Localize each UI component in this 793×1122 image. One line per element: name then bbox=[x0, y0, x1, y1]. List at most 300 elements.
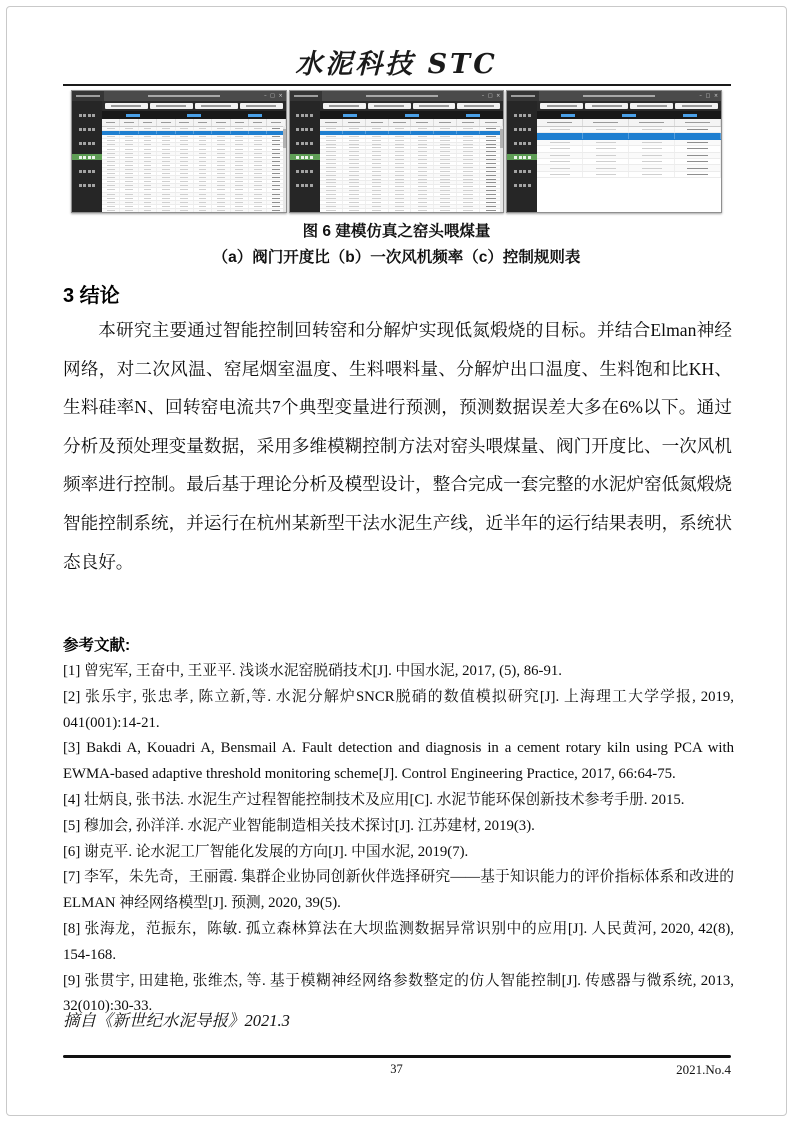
table-cell bbox=[231, 139, 249, 142]
table-cell bbox=[411, 185, 434, 188]
section-heading-conclusion: 3 结论 bbox=[63, 285, 120, 307]
table-cell bbox=[231, 209, 249, 212]
table-cell bbox=[537, 140, 583, 145]
window-title bbox=[104, 95, 264, 98]
table-cell bbox=[176, 172, 194, 175]
table-cell bbox=[139, 180, 157, 183]
table-cell bbox=[120, 139, 138, 142]
table-cell bbox=[366, 205, 389, 208]
table-rows bbox=[320, 127, 504, 212]
table-cell bbox=[343, 166, 366, 169]
table-cell bbox=[102, 176, 120, 179]
column-header-cell bbox=[157, 119, 175, 126]
table-cell bbox=[249, 193, 267, 196]
table-cell bbox=[139, 188, 157, 191]
table-cell bbox=[120, 156, 138, 159]
table-cell bbox=[120, 197, 138, 200]
table-cell bbox=[176, 164, 194, 167]
toolbar-tab bbox=[323, 103, 366, 109]
sidebar-item bbox=[290, 112, 320, 118]
table-cell bbox=[157, 201, 175, 204]
table-cell bbox=[366, 166, 389, 169]
table-cell bbox=[176, 143, 194, 146]
table-cell bbox=[102, 131, 120, 134]
column-group-bar bbox=[537, 111, 721, 119]
table-cell bbox=[389, 193, 412, 196]
table-cell bbox=[457, 205, 480, 208]
table-cell bbox=[102, 168, 120, 171]
table-cell bbox=[411, 178, 434, 181]
table-cell bbox=[212, 188, 230, 191]
table-cell bbox=[102, 184, 120, 187]
table-cell bbox=[434, 166, 457, 169]
table-cell bbox=[249, 143, 267, 146]
table-cell bbox=[457, 166, 480, 169]
table-cell bbox=[194, 188, 212, 191]
figure-panel-b bbox=[289, 90, 505, 213]
table-cell bbox=[629, 165, 675, 170]
table-cell bbox=[102, 164, 120, 167]
table-cell bbox=[102, 127, 120, 130]
table-cell bbox=[231, 197, 249, 200]
table-cell bbox=[389, 166, 412, 169]
table-cell bbox=[583, 146, 629, 151]
table-cell bbox=[411, 139, 434, 142]
toolbar bbox=[320, 101, 504, 111]
column-header-cell bbox=[176, 119, 194, 126]
table-cell bbox=[675, 172, 721, 177]
table-cell bbox=[320, 139, 343, 142]
window-title bbox=[322, 95, 482, 98]
column-header-cell bbox=[139, 119, 157, 126]
table-cell bbox=[434, 189, 457, 192]
conclusion-paragraph: 本研究主要通过智能控制回转窑和分解炉实现低氮煅烧的目标。并结合Elman神经网络，对二次风温、窑尾烟室温度、生料喂料量、分解炉出口温度、生料饱和比KH、生料硅率N、回转窑电流共7个典型变量进行预测，预测数据误差大多在6%以下。通过分析及预处理变量数据，采用多维模糊控制方法对窑头喂煤量、阀门开度比、一次风机频率进行控制。最后基于理论分析及模型设计，整合完成一套完整的水泥炉窑低氮煅烧智能控制系统，并运行在杭州某新型干法水泥生产线，近半年的运行结果表明，系统状态良好。 bbox=[63, 320, 732, 572]
group-label bbox=[343, 114, 357, 117]
app-logo bbox=[290, 91, 322, 101]
column-header-cell bbox=[389, 119, 412, 126]
table-cell bbox=[120, 172, 138, 175]
table-cell bbox=[157, 135, 175, 138]
table-cell bbox=[157, 176, 175, 179]
table-cell bbox=[434, 139, 457, 142]
table-cell bbox=[157, 209, 175, 212]
table-cell bbox=[583, 172, 629, 177]
table-cell bbox=[212, 172, 230, 175]
table-cell bbox=[231, 201, 249, 204]
table-cell bbox=[249, 168, 267, 171]
table-cell bbox=[320, 185, 343, 188]
window-controls-icons: – □ × bbox=[481, 93, 502, 99]
reference-item: [1] 曾宪军, 王奋中, 王亚平. 浅谈水泥窑脱硝技术[J]. 中国水泥, 2017, (5), 86-91. bbox=[63, 663, 562, 679]
table-cell bbox=[366, 201, 389, 204]
table-cell bbox=[434, 154, 457, 157]
table-cell bbox=[212, 197, 230, 200]
table-cell bbox=[249, 131, 267, 134]
content-area bbox=[320, 101, 504, 212]
table-cell bbox=[194, 184, 212, 187]
table-cell bbox=[366, 158, 389, 161]
column-group-bar bbox=[320, 111, 504, 119]
table-cell bbox=[139, 164, 157, 167]
reference-item: [9] 张贯宇, 田建艳, 张维杰, 等. 基于模糊神经网络参数整定的仿人智能控制[J]. 传感器与微系统, 2013, 32(010):30-33. bbox=[63, 972, 734, 1015]
table-cell bbox=[434, 178, 457, 181]
table-cell bbox=[249, 156, 267, 159]
table-cell bbox=[411, 158, 434, 161]
toolbar-tab bbox=[195, 103, 238, 109]
toolbar-tab bbox=[540, 103, 583, 109]
footer-page-number: 37 bbox=[390, 1062, 403, 1076]
table-cell bbox=[366, 181, 389, 184]
column-header-cell bbox=[120, 119, 138, 126]
sidebar-item-active bbox=[72, 154, 102, 160]
table-cell bbox=[629, 133, 675, 138]
table-cell bbox=[537, 146, 583, 151]
table-cell bbox=[675, 146, 721, 151]
table-cell bbox=[320, 143, 343, 146]
table-cell bbox=[537, 153, 583, 158]
table-cell bbox=[389, 197, 412, 200]
table-cell bbox=[389, 135, 412, 138]
table-cell bbox=[457, 154, 480, 157]
table-cell bbox=[249, 180, 267, 183]
table-cell bbox=[537, 165, 583, 170]
table-cell bbox=[102, 201, 120, 204]
table-cell bbox=[176, 127, 194, 130]
table-cell bbox=[457, 197, 480, 200]
table-cell bbox=[212, 205, 230, 208]
table-cell bbox=[157, 172, 175, 175]
sidebar-item bbox=[72, 168, 102, 174]
table-cell bbox=[389, 185, 412, 188]
table-cell bbox=[212, 180, 230, 183]
table-cell bbox=[176, 193, 194, 196]
table-cell bbox=[343, 131, 366, 134]
table-cell bbox=[343, 193, 366, 196]
table-cell bbox=[411, 135, 434, 138]
table-cell bbox=[434, 193, 457, 196]
table-cell bbox=[411, 154, 434, 157]
table-cell bbox=[120, 188, 138, 191]
table-cell bbox=[675, 165, 721, 170]
window-controls-icons: – □ × bbox=[264, 93, 284, 99]
table-cell bbox=[102, 205, 120, 208]
table-cell bbox=[139, 143, 157, 146]
table-cell bbox=[366, 154, 389, 157]
table-cell bbox=[320, 146, 343, 149]
table-cell bbox=[120, 184, 138, 187]
table-cell bbox=[120, 160, 138, 163]
table-cell bbox=[343, 154, 366, 157]
table-cell bbox=[434, 158, 457, 161]
table-cell bbox=[249, 197, 267, 200]
table-cell bbox=[366, 178, 389, 181]
table-cell bbox=[102, 152, 120, 155]
table-cell bbox=[139, 172, 157, 175]
table-cell bbox=[231, 188, 249, 191]
table-cell bbox=[434, 209, 457, 212]
table-cell bbox=[457, 158, 480, 161]
table-cell bbox=[434, 143, 457, 146]
table-cell bbox=[231, 160, 249, 163]
table-cell bbox=[411, 205, 434, 208]
table-cell bbox=[212, 201, 230, 204]
sidebar-item bbox=[290, 182, 320, 188]
table-cell bbox=[389, 174, 412, 177]
table-cell bbox=[176, 188, 194, 191]
figure-panel-c bbox=[506, 90, 722, 213]
group-label bbox=[622, 114, 636, 117]
table-cell bbox=[457, 146, 480, 149]
column-header-cell bbox=[102, 119, 120, 126]
table-cell bbox=[231, 164, 249, 167]
table-cell bbox=[411, 209, 434, 212]
sidebar-item bbox=[507, 140, 537, 146]
table-cell bbox=[457, 193, 480, 196]
table-cell bbox=[389, 181, 412, 184]
column-header-cell bbox=[194, 119, 212, 126]
table-cell bbox=[583, 159, 629, 164]
table-cell bbox=[320, 201, 343, 204]
table-cell bbox=[583, 133, 629, 138]
table-cell bbox=[102, 139, 120, 142]
column-header-cell bbox=[231, 119, 249, 126]
table-cell bbox=[157, 139, 175, 142]
table-cell bbox=[120, 164, 138, 167]
table-cell bbox=[249, 127, 267, 130]
table-cell bbox=[457, 131, 480, 134]
table-cell bbox=[320, 193, 343, 196]
table-cell bbox=[249, 209, 267, 212]
reference-item: [3] Bakdi A, Kouadri A, Bensmail A. Fault detection and diagnosis in a cement rotary kiln using PCA with EWMA-based adaptive threshold monitoring scheme[J]. Control Engineering Practice, 2017, 66:64-75. bbox=[63, 740, 734, 783]
table-cell bbox=[139, 184, 157, 187]
table-cell bbox=[231, 176, 249, 179]
group-label bbox=[683, 114, 697, 117]
sidebar-item bbox=[72, 112, 102, 118]
table-cell bbox=[139, 193, 157, 196]
table-cell bbox=[457, 139, 480, 142]
reference-item: [6] 谢克平. 论水泥工厂智能化发展的方向[J]. 中国水泥, 2019(7). bbox=[63, 843, 469, 860]
table-cell bbox=[212, 135, 230, 138]
table-cell bbox=[343, 170, 366, 173]
table-cell bbox=[537, 127, 583, 132]
table-cell bbox=[120, 152, 138, 155]
table-cell bbox=[120, 201, 138, 204]
table-cell bbox=[320, 197, 343, 200]
table-cell bbox=[176, 152, 194, 155]
table-cell bbox=[366, 143, 389, 146]
column-group-bar bbox=[102, 111, 286, 119]
table-cell bbox=[194, 147, 212, 150]
table-cell bbox=[231, 205, 249, 208]
sidebar-item bbox=[290, 126, 320, 132]
table-header bbox=[102, 119, 286, 127]
table-cell bbox=[212, 147, 230, 150]
table-cell bbox=[120, 205, 138, 208]
table-cell bbox=[157, 180, 175, 183]
column-header-cell bbox=[480, 119, 503, 126]
table-cell bbox=[176, 147, 194, 150]
column-header-cell bbox=[434, 119, 457, 126]
app-logo bbox=[507, 91, 539, 101]
table-cell bbox=[176, 201, 194, 204]
table-cell bbox=[176, 176, 194, 179]
table-cell bbox=[457, 135, 480, 138]
table-cell bbox=[176, 205, 194, 208]
footer-issue-label: 2021.No.4 bbox=[676, 1062, 731, 1077]
column-header-cell bbox=[267, 119, 285, 126]
table-cell bbox=[102, 143, 120, 146]
table-cell bbox=[389, 189, 412, 192]
table-cell bbox=[249, 172, 267, 175]
column-header-cell bbox=[249, 119, 267, 126]
sidebar-item-active bbox=[290, 154, 320, 160]
table-cell bbox=[629, 153, 675, 158]
table-cell bbox=[231, 147, 249, 150]
table-cell bbox=[457, 150, 480, 153]
table-cell bbox=[176, 131, 194, 134]
column-header-cell bbox=[457, 119, 480, 126]
table-row bbox=[102, 209, 286, 212]
table-cell bbox=[366, 193, 389, 196]
table-cell bbox=[157, 197, 175, 200]
table-cell bbox=[629, 146, 675, 151]
table-row bbox=[320, 209, 504, 212]
content-area bbox=[102, 101, 286, 212]
table-cell bbox=[537, 172, 583, 177]
scrollbar bbox=[283, 126, 286, 212]
table-cell bbox=[139, 168, 157, 171]
table-cell bbox=[157, 188, 175, 191]
table-cell bbox=[120, 135, 138, 138]
table-cell bbox=[366, 185, 389, 188]
table-cell bbox=[194, 164, 212, 167]
table-cell bbox=[389, 158, 412, 161]
table-cell bbox=[389, 178, 412, 181]
table-cell bbox=[366, 131, 389, 134]
table-cell bbox=[102, 180, 120, 183]
column-header-cell bbox=[411, 119, 434, 126]
table-cell bbox=[231, 172, 249, 175]
table-cell bbox=[212, 143, 230, 146]
table-cell bbox=[411, 197, 434, 200]
references-list bbox=[63, 659, 734, 1020]
table-cell bbox=[194, 176, 212, 179]
window-titlebar bbox=[72, 91, 286, 101]
table-cell bbox=[102, 188, 120, 191]
table-cell bbox=[102, 193, 120, 196]
table-cell bbox=[411, 174, 434, 177]
window-body bbox=[72, 101, 286, 212]
table-cell bbox=[366, 197, 389, 200]
table-cell bbox=[629, 140, 675, 145]
table-cell bbox=[411, 189, 434, 192]
table-cell bbox=[212, 139, 230, 142]
table-cell bbox=[457, 181, 480, 184]
table-cell bbox=[675, 140, 721, 145]
group-label bbox=[466, 114, 480, 117]
table-cell bbox=[583, 153, 629, 158]
table-cell bbox=[176, 168, 194, 171]
table-cell bbox=[389, 170, 412, 173]
table-cell bbox=[320, 209, 343, 212]
table-cell bbox=[194, 172, 212, 175]
table-cell bbox=[157, 184, 175, 187]
table-cell bbox=[434, 162, 457, 165]
scrollbar bbox=[500, 126, 503, 212]
table-cell bbox=[157, 127, 175, 130]
table-cell bbox=[157, 147, 175, 150]
table-cell bbox=[434, 170, 457, 173]
table-cell bbox=[457, 127, 480, 130]
table-cell bbox=[249, 188, 267, 191]
toolbar-tab bbox=[150, 103, 193, 109]
table-cell bbox=[320, 162, 343, 165]
sidebar-item bbox=[72, 140, 102, 146]
sidebar-item bbox=[290, 168, 320, 174]
table-cell bbox=[320, 135, 343, 138]
table-cell bbox=[389, 201, 412, 204]
table-cell bbox=[249, 147, 267, 150]
table-cell bbox=[194, 168, 212, 171]
table-cell bbox=[343, 174, 366, 177]
table-cell bbox=[249, 160, 267, 163]
table-cell bbox=[249, 135, 267, 138]
sidebar-item bbox=[507, 182, 537, 188]
journal-title: 水泥科技 STC bbox=[295, 49, 498, 80]
table-header bbox=[320, 119, 504, 127]
table-cell bbox=[389, 162, 412, 165]
table-cell bbox=[231, 156, 249, 159]
table-cell bbox=[194, 152, 212, 155]
sidebar-item bbox=[72, 126, 102, 132]
table-rows bbox=[102, 127, 286, 212]
reference-item: [2] 张乐宇, 张忠孝, 陈立新,等. 水泥分解炉SNCR脱硝的数值模拟研究[J]. 上海理工大学学报, 2019, 041(001):14-21. bbox=[63, 688, 734, 731]
table-cell bbox=[120, 127, 138, 130]
table-cell bbox=[583, 140, 629, 145]
table-cell bbox=[212, 160, 230, 163]
table-cell bbox=[389, 139, 412, 142]
table-cell bbox=[212, 156, 230, 159]
table-cell bbox=[434, 135, 457, 138]
window-title bbox=[539, 95, 699, 98]
table-cell bbox=[320, 131, 343, 134]
table-cell bbox=[411, 201, 434, 204]
table-cell bbox=[120, 209, 138, 212]
table-cell bbox=[343, 146, 366, 149]
source-note: 摘自《新世纪水泥导报》2021.3 bbox=[63, 1011, 290, 1030]
table-cell bbox=[434, 174, 457, 177]
table-cell bbox=[675, 127, 721, 132]
table-cell bbox=[537, 159, 583, 164]
table-cell bbox=[157, 168, 175, 171]
table-cell bbox=[457, 209, 480, 212]
group-label bbox=[561, 114, 575, 117]
column-header-cell bbox=[343, 119, 366, 126]
table-cell bbox=[231, 180, 249, 183]
reference-item: [8] 张海龙，范振东，陈敏. 孤立森林算法在大坝监测数据异常识别中的应用[J]. 人民黄河, 2020, 42(8), 154-168. bbox=[63, 920, 734, 963]
figure-caption-title: 图 6 建模仿真之窑头喂煤量 bbox=[302, 223, 491, 240]
table-cell bbox=[249, 184, 267, 187]
table-cell bbox=[583, 165, 629, 170]
table-cell bbox=[343, 189, 366, 192]
table-cell bbox=[139, 131, 157, 134]
reference-item: [7] 李军，朱先奇，王丽霞. 集群企业协同创新伙伴选择研究——基于知识能力的评价指标体系和改进的ELMAN 神经网络模型[J]. 预测, 2020, 39(5). bbox=[63, 869, 734, 912]
table-cell bbox=[194, 160, 212, 163]
table-cell bbox=[411, 166, 434, 169]
table-cell bbox=[343, 197, 366, 200]
table-cell bbox=[176, 135, 194, 138]
table-cell bbox=[139, 205, 157, 208]
